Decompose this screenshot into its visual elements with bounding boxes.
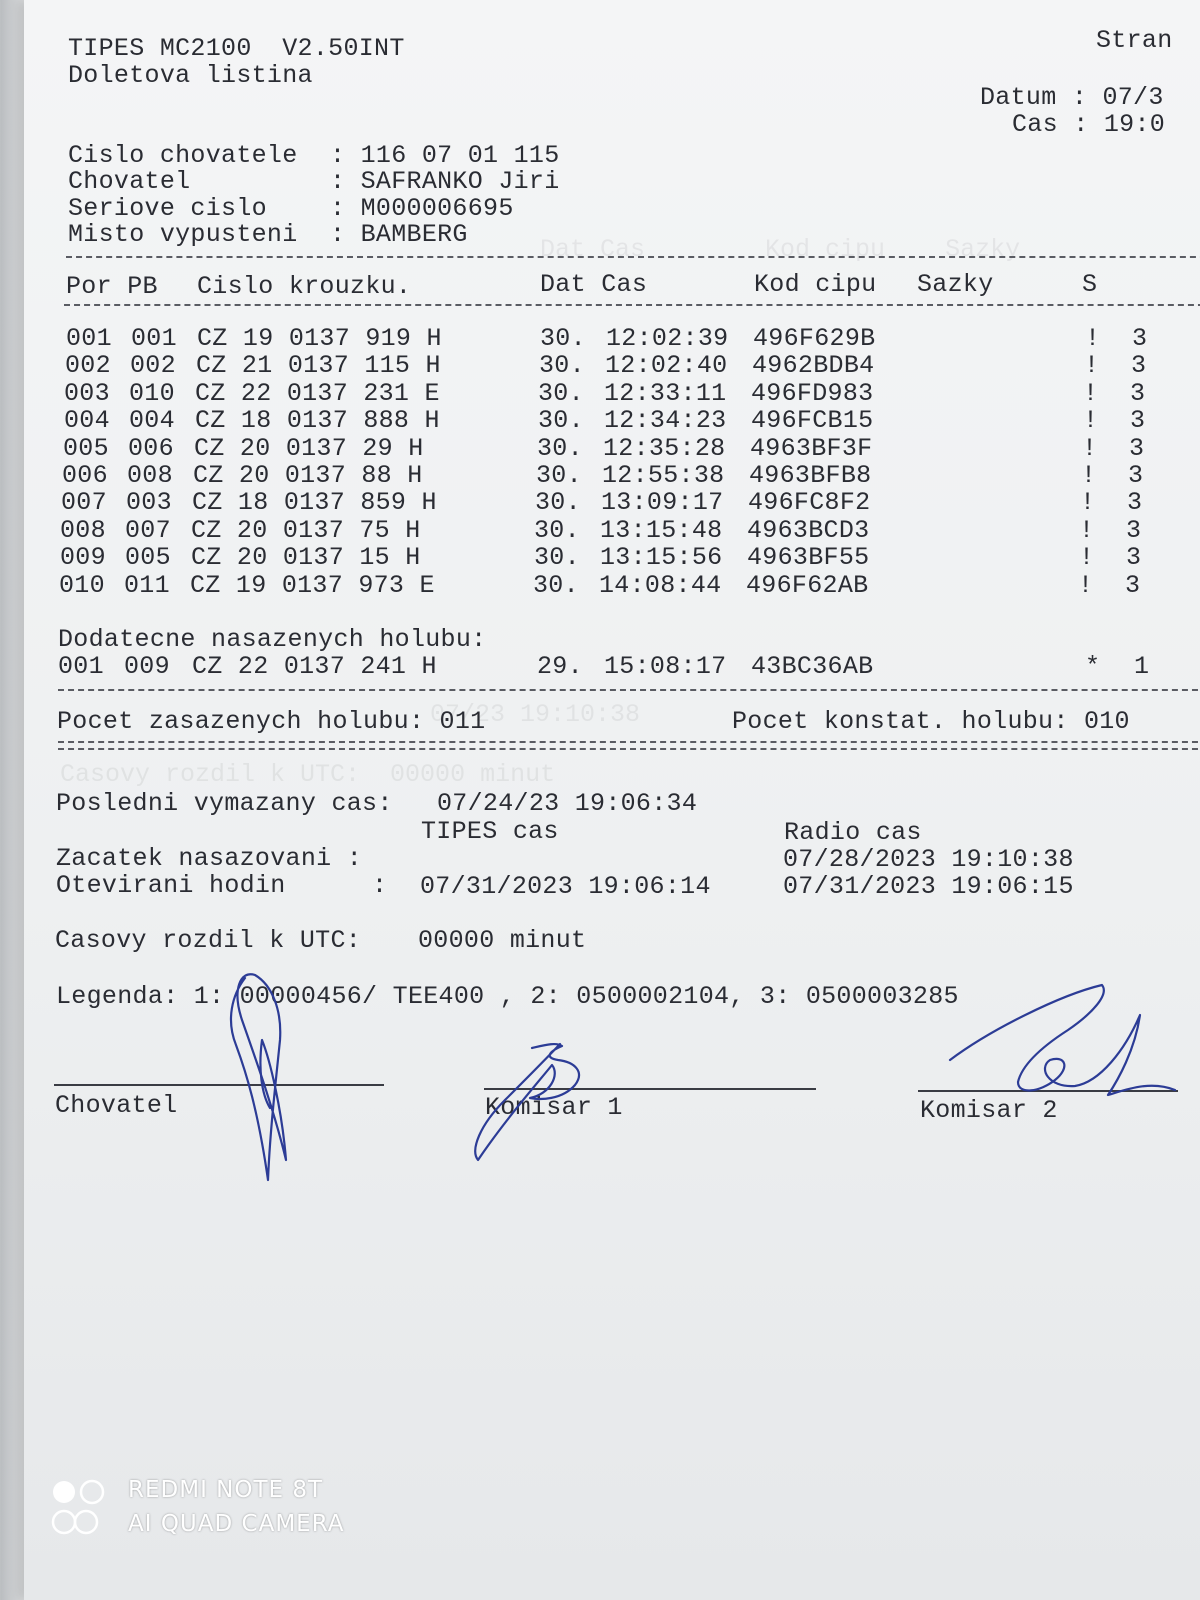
cell-chip: 4963BCD3 [747,515,870,545]
show-through-text: 07/23 19:10:38 [430,700,641,729]
signature-label-chovatel: Chovatel [55,1091,178,1120]
camera-model-text: REDMI NOTE 8T [128,1477,324,1503]
cell-pb: 002 [130,351,176,381]
cell-date: 29. [537,652,583,681]
datum-label: Datum [980,83,1057,112]
camera-watermark [50,1477,370,1560]
signature-komisar2 [950,985,1175,1095]
cell-pb: 006 [128,433,174,463]
cell-chip: 496FC8F2 [748,488,871,518]
cell-por: 010 [59,570,105,600]
cell-pb: 010 [129,378,175,408]
signature-chovatel [231,974,286,1180]
cell-time: 12:02:39 [606,324,729,353]
cell-time: 14:08:44 [599,570,722,600]
clock-opening-tipes: 07/31/2023 19:06:14 [420,872,711,901]
cell-date: 30. [537,433,583,463]
cell-ring: CZ 20 0137 88 H [193,461,423,490]
cell-date: 30. [539,351,585,381]
cell-pb: 005 [125,543,171,573]
cell-chip: 4963BF3F [750,433,873,463]
last-cleared-value: 07/24/23 19:06:34 [437,789,698,818]
start-basketing-radio: 07/28/2023 19:10:38 [783,845,1074,874]
fancier-name-value: : SAFRANKO Jiri [330,167,560,196]
cell-chip: 4963BFB8 [749,461,872,490]
cell-por: 004 [64,406,110,436]
cell-count: 3 [1131,351,1147,381]
cas-row: Cas : 19:0 [1012,110,1166,139]
signature-label-komisar1: Komisar 1 [485,1093,623,1122]
cell-chip: 4963BF55 [747,543,870,573]
cell-flag: ! [1079,543,1095,573]
col-header-dat-cas: Dat Cas [540,270,648,299]
cell-date: 30. [540,324,586,353]
cell-por: 002 [65,351,111,381]
cell-chip: 43BC36AB [751,652,874,681]
tipes-cas-header: TIPES cas [421,817,559,846]
cell-por: 008 [60,515,106,545]
signature-komisar1 [475,1044,579,1160]
cell-count: 3 [1126,543,1142,573]
datum-row: Datum : 07/3 [980,83,1164,112]
cell-chip: 4962BDB4 [752,351,875,381]
radio-cas-header: Radio cas [784,818,922,847]
cell-date: 30. [538,406,584,436]
page-label: Stran [1096,26,1173,55]
col-header-por-pb: Por PB [66,272,158,301]
cell-por: 009 [60,543,106,573]
last-cleared-label: Posledni vymazany cas: [56,789,393,818]
cell-time: 12:35:28 [603,433,726,463]
show-through-text: Casovy rozdil k UTC: 00000 minut [60,760,556,789]
signature-label-komisar2: Komisar 2 [920,1096,1058,1125]
cell-flag: * [1085,652,1101,681]
camera-type-text: AI QUAD CAMERA [128,1511,345,1537]
cas-value: 19:0 [1103,110,1166,139]
cell-pb: 011 [124,570,170,600]
cell-pb: 003 [126,488,172,518]
col-header-ring: Cislo krouzku. [197,272,412,301]
cell-ring: CZ 18 0137 888 H [195,406,440,436]
cell-pb: 009 [124,652,170,681]
cell-por: 003 [64,378,110,408]
cell-por: 001 [58,652,104,681]
cell-flag: ! [1080,488,1096,518]
cell-chip: 496F629B [753,324,876,353]
cell-ring: CZ 19 0137 919 H [197,324,442,353]
col-header-stakes: Sazky [917,270,994,299]
clocked-count: Pocet konstat. holubu: 010 [732,707,1130,736]
camera-logo-icon [50,1474,110,1544]
cell-count: 3 [1126,515,1142,545]
cell-ring: CZ 20 0137 29 H [194,433,424,463]
additional-title: Dodatecne nasazenych holubu: [58,625,487,654]
cell-date: 30. [533,570,579,600]
cas-label: Cas [1012,110,1058,139]
col-header-s: S [1082,270,1098,299]
cell-time: 12:33:11 [604,378,727,408]
serial-number-value: : M000006695 [330,194,514,223]
cell-por: 001 [66,324,112,353]
cell-count: 1 [1134,652,1150,681]
cell-count: 3 [1130,378,1146,408]
cell-chip: 496FCB15 [751,406,874,436]
cell-date: 30. [534,543,580,573]
cell-chip: 496F62AB [746,570,869,600]
cell-ring: CZ 18 0137 859 H [192,488,437,518]
cell-count: 3 [1130,406,1146,436]
clock-opening-colon: : [372,871,388,900]
serial-number-label: Seriove cislo [68,194,267,223]
release-point-label: Misto vypusteni [68,220,298,249]
release-point-value: : BAMBERG [330,220,468,249]
cell-flag: ! [1083,378,1099,408]
cell-date: 30. [534,515,580,545]
cell-pb: 008 [127,461,173,490]
cell-flag: ! [1083,406,1099,436]
cell-por: 007 [61,488,107,518]
cell-pb: 001 [131,324,177,353]
cell-time: 13:15:56 [600,543,723,573]
cell-time: 12:55:38 [602,461,725,490]
cell-ring: CZ 20 0137 75 H [191,515,421,545]
cell-ring: CZ 19 0137 973 E [190,570,435,600]
cell-time: 12:02:40 [605,351,728,381]
cell-count: 3 [1127,488,1143,518]
device-name: TIPES MC2100 V2.50INT [68,34,405,63]
cell-pb: 004 [129,406,175,436]
cell-por: 005 [63,433,109,463]
cell-flag: ! [1085,324,1101,353]
cell-ring: CZ 21 0137 115 H [196,351,441,381]
cell-pb: 007 [125,515,171,545]
cell-date: 30. [538,378,584,408]
cell-ring: CZ 22 0137 241 H [192,652,437,681]
cell-count: 3 [1128,461,1144,490]
fancier-number-label: Cislo chovatele [68,141,298,170]
cell-ring: CZ 22 0137 231 E [195,378,440,408]
clock-opening-radio: 07/31/2023 19:06:15 [783,872,1074,901]
cell-flag: ! [1082,433,1098,463]
cell-count: 3 [1132,324,1148,353]
cell-date: 30. [535,488,581,518]
cell-ring: CZ 20 0137 15 H [191,543,421,573]
cell-count: 3 [1125,570,1141,600]
col-header-chip: Kod cipu [754,270,877,299]
cell-date: 30. [536,461,582,490]
cell-chip: 496FD983 [751,378,874,408]
document-title: Doletova listina [68,61,313,90]
legend: Legenda: 1: 00000456/ TEE400 , 2: 0500002104, 3: 0500003285 [56,982,959,1011]
start-basketing-label: Zacatek nasazovani : [56,844,363,873]
cell-time: 13:09:17 [601,488,724,518]
cell-count: 3 [1129,433,1145,463]
utc-offset-label: Casovy rozdil k UTC: [55,926,362,955]
cell-time: 15:08:17 [604,652,727,681]
cell-flag: ! [1081,461,1097,490]
basketed-count: Pocet zasazenych holubu: 011 [57,707,486,736]
cell-time: 12:34:23 [604,406,727,436]
datum-value: 07/3 [1102,83,1164,112]
cell-flag: ! [1079,515,1095,545]
fancier-number-value: : 116 07 01 115 [330,141,560,170]
cell-flag: ! [1078,570,1094,600]
cell-por: 006 [62,461,108,490]
cell-time: 13:15:48 [600,515,723,545]
clock-opening-label: Otevirani hodin [56,871,286,900]
show-through-text: Dat Cas Kod cipu Sazky [540,235,1021,264]
cell-flag: ! [1084,351,1100,381]
utc-offset-value: 00000 minut [418,926,587,955]
fancier-name-label: Chovatel [68,167,191,196]
